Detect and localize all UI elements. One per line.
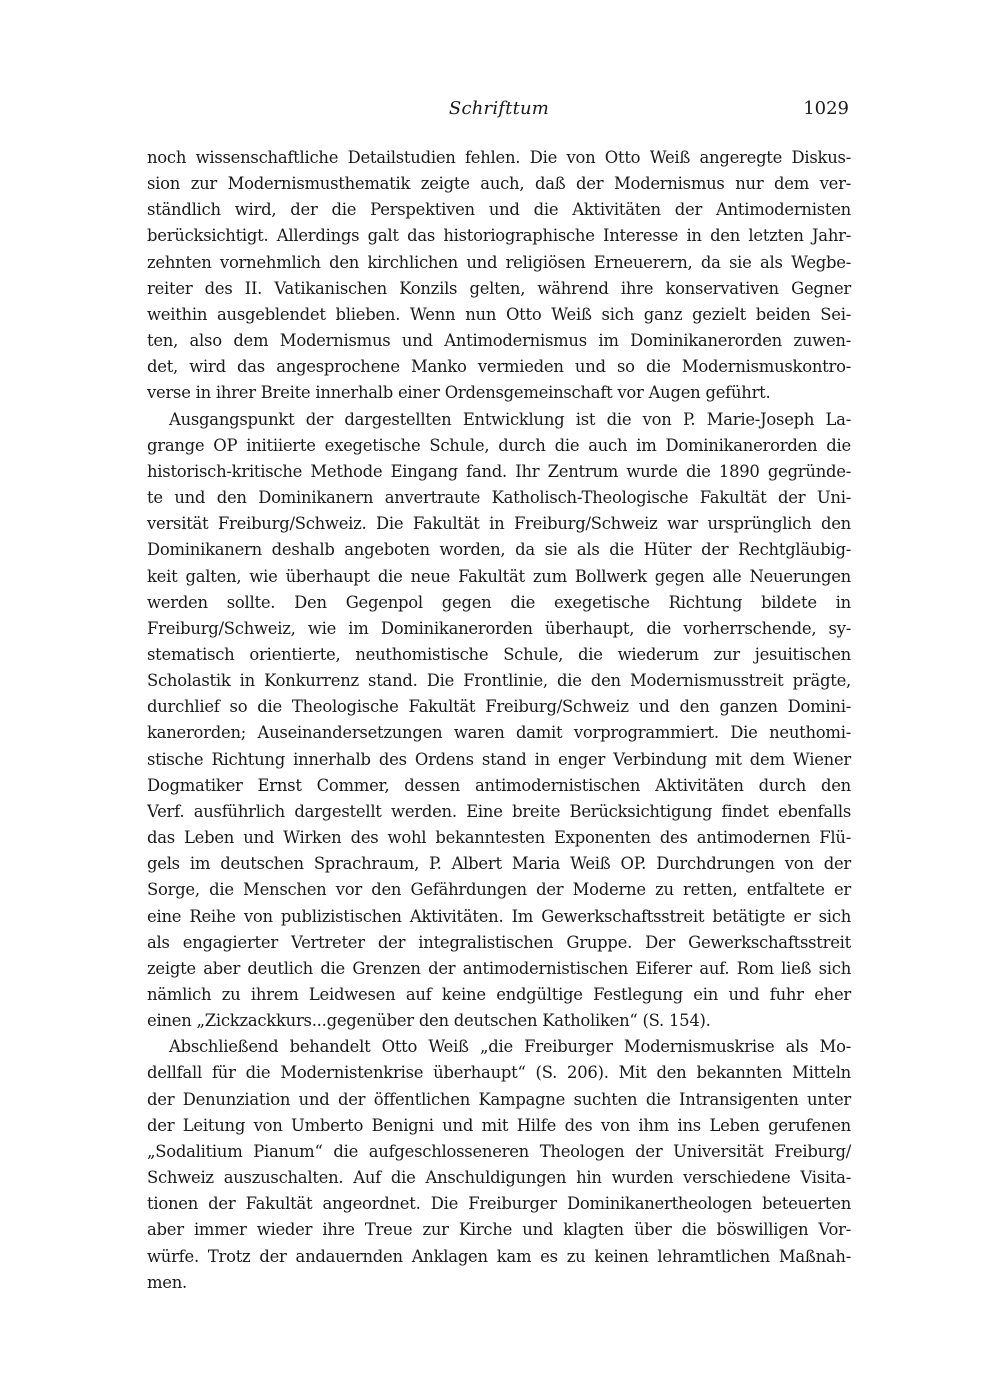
text-line: tionen der Fakultät angeordnet. Die Freiburger Dominikanertheologen beteuerten — [147, 1194, 851, 1214]
text-line: versität Freiburg/Schweiz. Die Fakultät in Freiburg/Schweiz war ursprünglich den — [147, 514, 851, 534]
text-line: keit galten, wie überhaupt die neue Fakultät zum Bollwerk gegen alle Neuerungen — [147, 566, 851, 586]
text-line: gels im deutschen Sprachraum, P. Albert Maria Weiß OP. Durchdrungen von der — [147, 854, 851, 874]
text-line: weithin ausgeblendet blieben. Wenn nun Otto Weiß sich ganz gezielt beiden Sei- — [147, 304, 851, 324]
text-line: ten, also dem Modernismus und Antimodernismus im Dominikanerorden zuwen- — [147, 331, 851, 351]
text-line: grange OP initiierte exegetische Schule, durch die auch im Dominikanerorden die — [147, 435, 851, 455]
text-line: zeigte aber deutlich die Grenzen der antimodernistischen Eiferer auf. Rom ließ sich — [147, 958, 851, 978]
text-line: Verf. ausführlich dargestellt werden. Eine breite Berücksichtigung findet ebenfalls — [147, 801, 851, 821]
body-text — [147, 145, 851, 1296]
text-line: stische Richtung innerhalb des Ordens stand in enger Verbindung mit dem Wiener — [147, 749, 851, 769]
running-head — [147, 96, 851, 122]
text-line: als engagierter Vertreter der integralistischen Gruppe. Der Gewerkschaftsstreit — [147, 932, 851, 952]
text-line: det, wird das angesprochene Manko vermieden und so die Modernismuskontro- — [147, 357, 851, 377]
text-line: dellfall für die Modernistenkrise überhaupt“ (S. 206). Mit den bekannten Mitteln — [147, 1063, 851, 1083]
text-line: historisch-kritische Methode Eingang fand. Ihr Zentrum wurde die 1890 gegründe- — [147, 461, 851, 481]
text-line: Dogmatiker Ernst Commer, dessen antimodernistischen Aktivitäten durch den — [147, 775, 851, 795]
text-line: einen „Zickzackkurs...gegenüber den deutschen Katholiken“ (S. 154). — [147, 1011, 711, 1031]
text-line: Freiburg/Schweiz, wie im Dominikanerorden überhaupt, die vorherrschende, sy- — [147, 618, 851, 638]
text-line: stematisch orientierte, neuthomistische Schule, die wiederum zur jesuitischen — [147, 644, 851, 664]
text-line: ständlich wird, der die Perspektiven und die Aktivitäten der Antimodernisten — [147, 200, 851, 220]
text-line: der Denunziation und der öffentlichen Kampagne suchten die Intransigenten unter — [147, 1089, 851, 1109]
text-line: nämlich zu ihrem Leidwesen auf keine endgültige Festlegung ein und fuhr eher — [147, 985, 851, 1004]
text-line: durchlief so die Theologische Fakultät Freiburg/Schweiz und den ganzen Domini- — [147, 697, 851, 717]
text-line: berücksichtigt. Allerdings galt das historiographische Interesse in den letzten Jahr- — [147, 226, 851, 246]
text-line: Dominikanern deshalb angeboten worden, da sie als die Hüter der Rechtgläubig- — [147, 540, 851, 560]
text-line: werden sollte. Den Gegenpol gegen die exegetische Richtung bildete in — [147, 592, 851, 612]
text-line: Sorge, die Menschen vor den Gefährdungen der Moderne zu retten, entfaltete er — [147, 880, 851, 900]
text-line: Schweiz auszuschalten. Auf die Anschuldigungen hin wurden verschiedene Visita- — [147, 1168, 851, 1188]
text-line: Scholastik in Konkurrenz stand. Die Frontlinie, die den Modernismusstreit prägte, — [147, 671, 851, 691]
page-number: 1029 — [803, 98, 849, 119]
running-title: Schrifttum — [448, 98, 550, 119]
text-line: der Leitung von Umberto Benigni und mit Hilfe des von ihm ins Leben gerufenen — [147, 1115, 851, 1135]
text-line: sion zur Modernismusthematik zeigte auch, daß der Modernismus nur dem ver- — [147, 174, 851, 194]
text-line: men. — [147, 1272, 188, 1292]
text-line: Abschließend behandelt Otto Weiß „die Freiburger Modernismuskrise als Mo- — [169, 1037, 851, 1057]
text-line: „Sodalitium Pianum“ die aufgeschlosseneren Theologen der Universität Freiburg/ — [147, 1141, 851, 1161]
text-line: aber immer wieder ihre Treue zur Kirche und klagten über die böswilligen Vor- — [147, 1220, 851, 1240]
text-line: das Leben und Wirken des wohl bekanntesten Exponenten des antimodernen Flü- — [147, 828, 851, 848]
text-line: würfe. Trotz der andauernden Anklagen kam es zu keinen lehramtlichen Maßnah- — [147, 1246, 851, 1266]
text-line: te und den Dominikanern anvertraute Katholisch-Theologische Fakultät der Uni- — [147, 488, 851, 508]
text-line: zehnten vornehmlich den kirchlichen und religiösen Erneuerern, da sie als Wegbe- — [147, 252, 851, 272]
text-line: eine Reihe von publizistischen Aktivitäten. Im Gewerkschaftsstreit betätigte er sich — [147, 906, 851, 926]
text-line: verse in ihrer Breite innerhalb einer Ordensgemeinschaft vor Augen geführt. — [147, 383, 771, 403]
text-line: kanerorden; Auseinandersetzungen waren damit vorprogrammiert. Die neuthomi- — [147, 723, 851, 743]
text-line: noch wissenschaftliche Detailstudien fehlen. Die von Otto Weiß angeregte Diskus- — [147, 148, 851, 167]
text-line: Ausgangspunkt der dargestellten Entwicklung ist die von P. Marie-Joseph La- — [169, 409, 851, 429]
text-line: reiter des II. Vatikanischen Konzils gelten, während ihre konservativen Gegner — [147, 278, 851, 298]
